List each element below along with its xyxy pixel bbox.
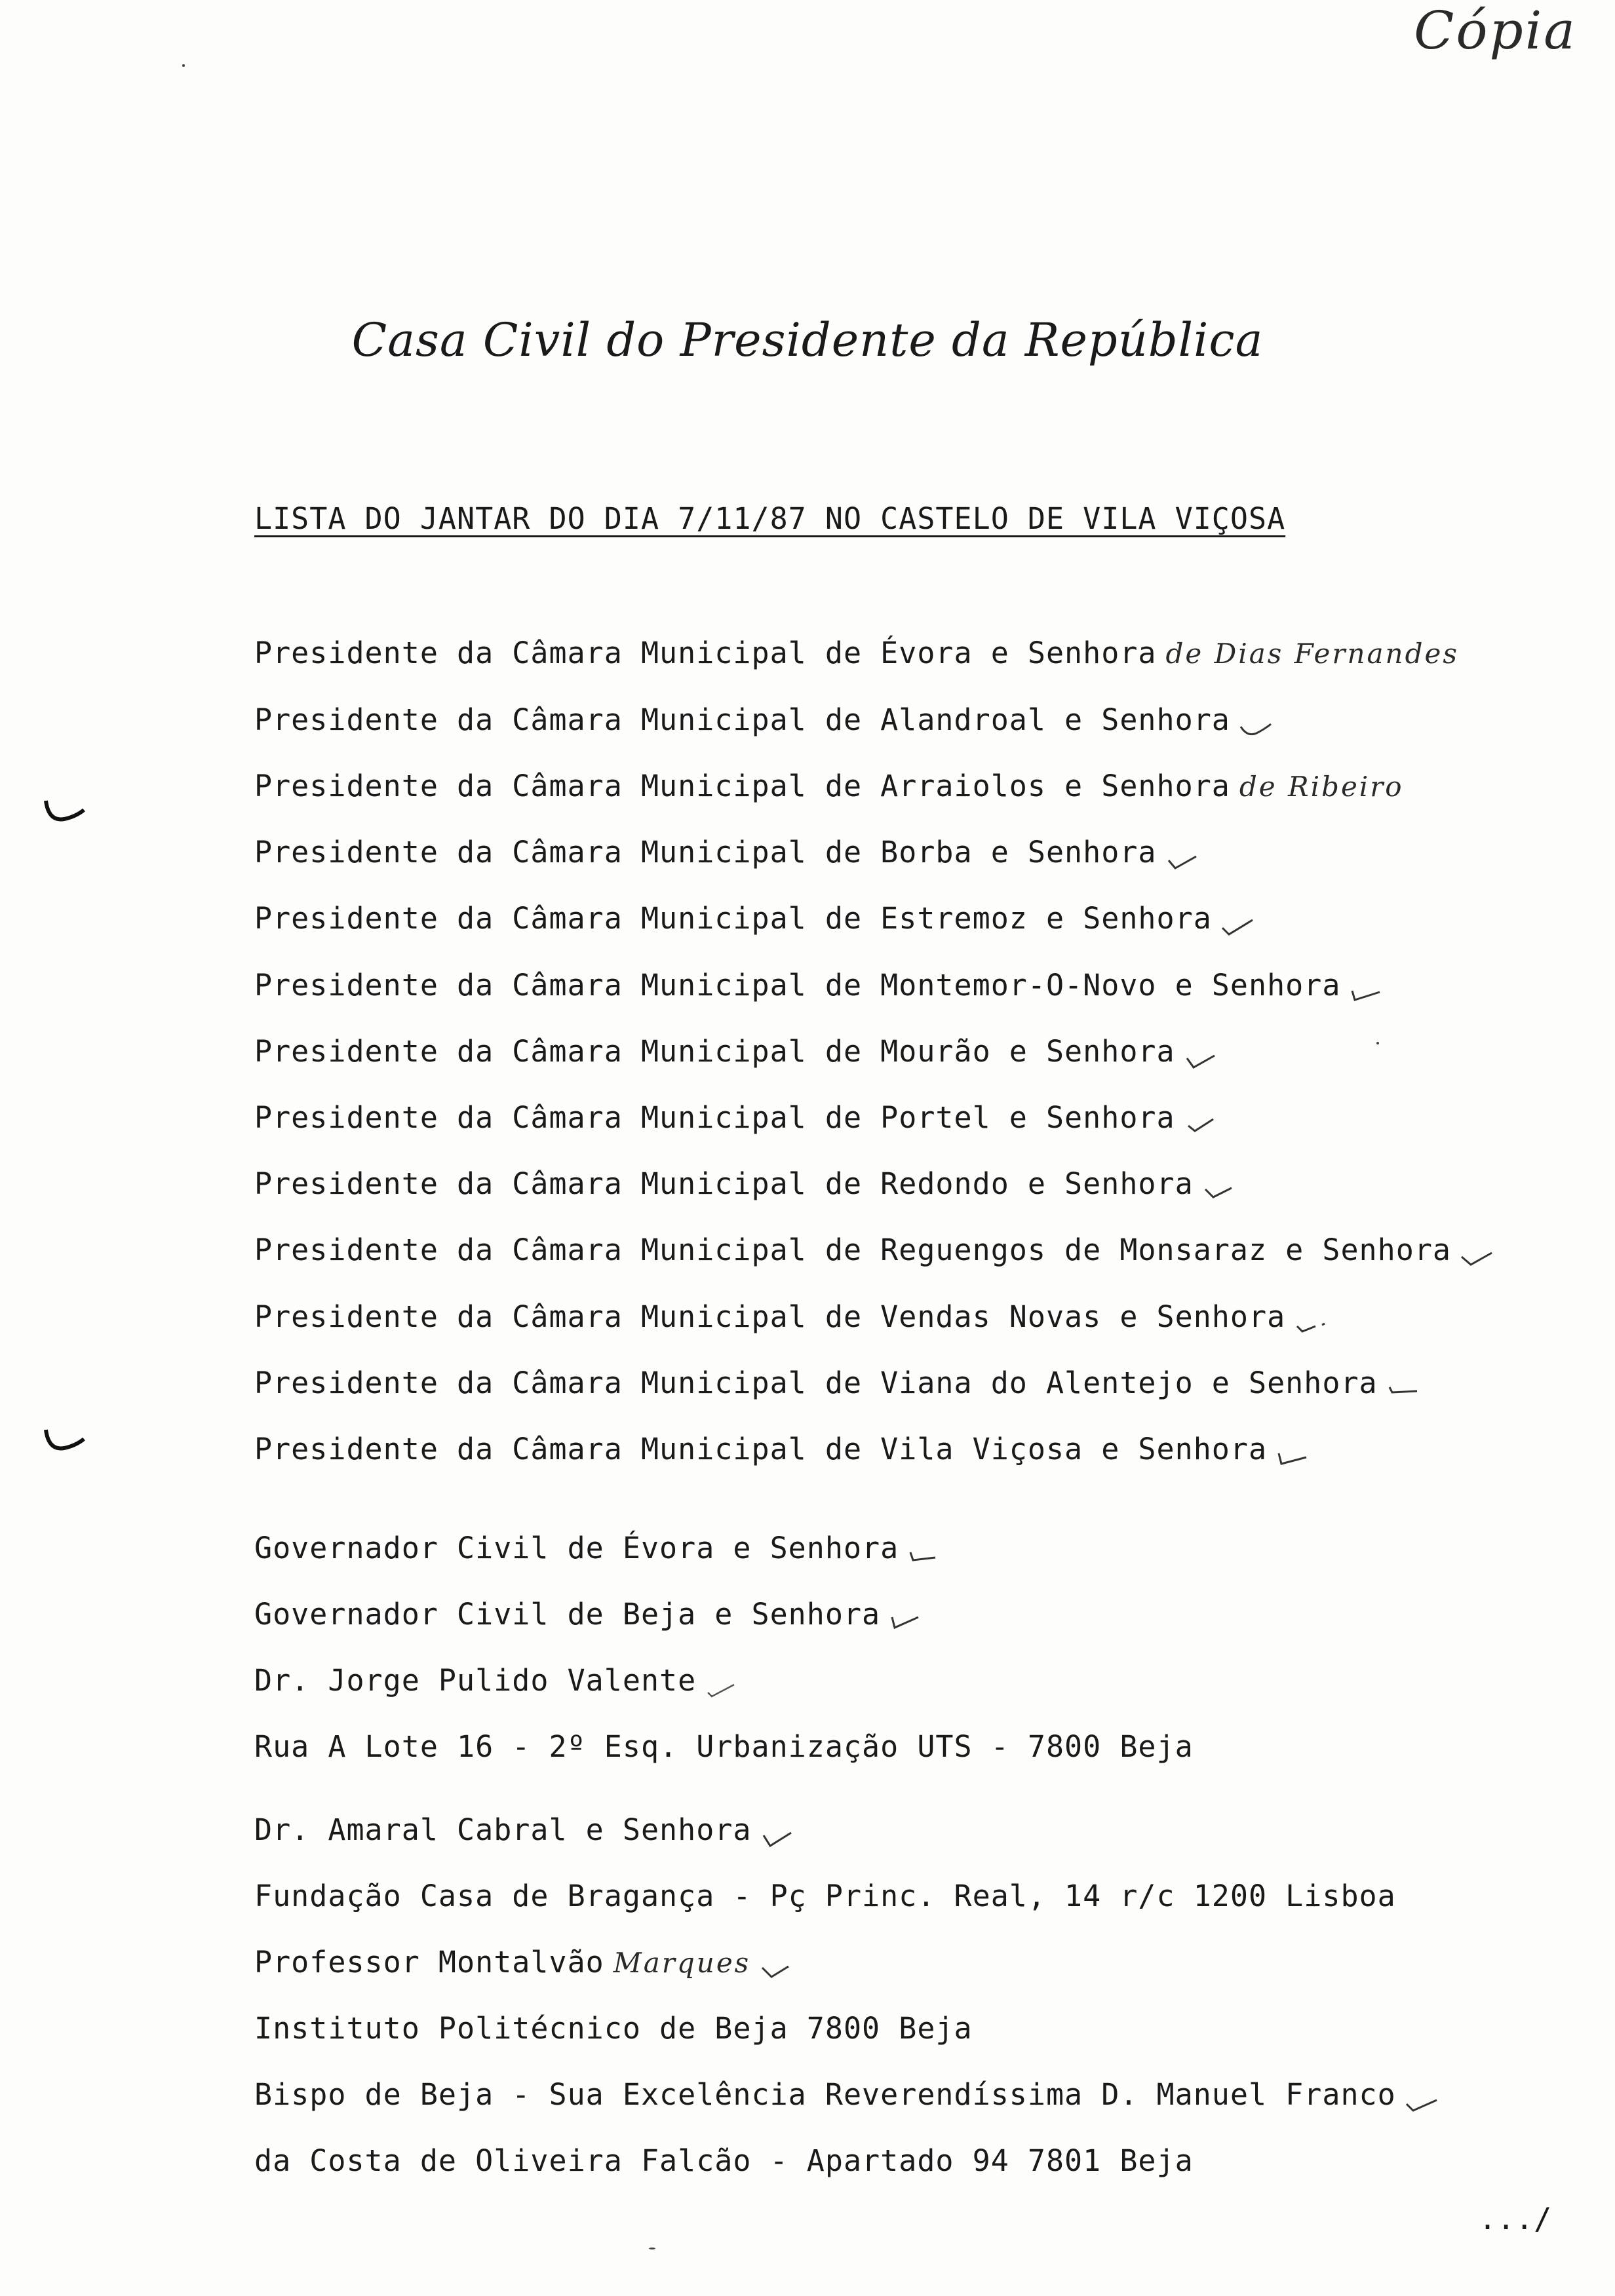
guest-text: Presidente da Câmara Municipal de Vendas Novas e Senhora xyxy=(254,1299,1286,1334)
guest-text: Presidente da Câmara Municipal de Mourão e Senhora xyxy=(254,1034,1175,1069)
address-text: Fundação Casa de Bragança - Pç Princ. Real, 14 r/c 1200 Lisboa xyxy=(254,1879,1396,1913)
check-mark-icon xyxy=(704,1673,738,1693)
check-mark-icon xyxy=(1293,1309,1327,1329)
check-mark-icon xyxy=(758,1955,792,1974)
paper-speck xyxy=(649,2248,655,2249)
check-mark-icon xyxy=(1201,1176,1236,1196)
check-mark-icon xyxy=(1348,978,1382,997)
guest-text: Presidente da Câmara Municipal de Estremoz e Senhora xyxy=(254,901,1212,936)
guest-line-arraiolos xyxy=(254,769,1404,803)
guest-line-borba xyxy=(254,835,1199,870)
guest-text: Presidente da Câmara Municipal de Arraiolos e Senhora xyxy=(254,769,1230,803)
letterhead: Casa Civil do Presidente da República xyxy=(351,313,1264,367)
guest-text: Presidente da Câmara Municipal de Montemor-O-Novo e Senhora xyxy=(254,968,1341,1003)
guest-text: Dr. Jorge Pulido Valente xyxy=(254,1663,697,1698)
guest-text: Governador Civil de Évora e Senhora xyxy=(254,1531,899,1565)
check-mark-icon xyxy=(888,1607,922,1626)
guest-text: da Costa de Oliveira Falcão - Apartado 94 7801 Beja xyxy=(254,2143,1194,2178)
guest-line-bispo-cont xyxy=(254,2143,1194,2178)
guest-line-amaral-cabral xyxy=(254,1812,794,1847)
guest-line-viana xyxy=(254,1366,1420,1400)
guest-line-governador-evora xyxy=(254,1531,941,1565)
address-line-instituto xyxy=(254,2011,973,2046)
guest-line-governador-beja xyxy=(254,1597,922,1632)
document-title: LISTA DO JANTAR DO DIA 7/11/87 NO CASTELO DE VILA VIÇOSA xyxy=(254,501,1286,536)
guest-line-montalvao xyxy=(254,1945,792,1980)
check-mark-icon xyxy=(1220,911,1254,930)
guest-line-portel xyxy=(254,1100,1217,1135)
guest-line-reguengos xyxy=(254,1233,1493,1267)
check-mark-icon xyxy=(1404,2087,1438,2107)
check-mark-icon xyxy=(1183,1044,1217,1063)
guest-text: Governador Civil de Beja e Senhora xyxy=(254,1597,881,1632)
guest-text: Presidente da Câmara Municipal de Évora e Senhora xyxy=(254,636,1157,670)
address-line-pulido-valente xyxy=(254,1729,1194,1764)
guest-text: Presidente da Câmara Municipal de Redondo e Senhora xyxy=(254,1166,1194,1201)
guest-line-bispo xyxy=(254,2077,1438,2112)
guest-line-montemor xyxy=(254,968,1382,1003)
check-mark-icon xyxy=(760,1822,794,1842)
check-mark-icon xyxy=(1165,845,1199,864)
guest-line-vila-vicosa xyxy=(254,1432,1309,1466)
guest-line-estremoz xyxy=(254,901,1254,936)
guest-text: Presidente da Câmara Municipal de Reguengos de Monsaraz e Senhora xyxy=(254,1233,1451,1267)
margin-mark-icon xyxy=(42,798,88,824)
paper-speck xyxy=(1376,1042,1379,1044)
address-line-fundacao xyxy=(254,1879,1396,1913)
guest-text: Presidente da Câmara Municipal de Borba e Senhora xyxy=(254,835,1157,870)
guest-line-redondo xyxy=(254,1166,1236,1201)
check-mark-icon xyxy=(1238,712,1272,732)
guest-text: Dr. Amaral Cabral e Senhora xyxy=(254,1812,752,1847)
guest-text: Presidente da Câmara Municipal de Vila Viçosa e Senhora xyxy=(254,1432,1268,1466)
handwritten-note: Marques xyxy=(613,1947,751,1979)
margin-mark-icon xyxy=(42,1427,88,1453)
guest-text: Professor Montalvão xyxy=(254,1945,604,1980)
guest-line-alandroal xyxy=(254,702,1272,737)
handwritten-note: de Ribeiro xyxy=(1239,771,1404,803)
guest-line-evora xyxy=(254,636,1459,670)
guest-text: Bispo de Beja - Sua Excelência Reverendíssima D. Manuel Franco xyxy=(254,2077,1396,2112)
check-mark-icon xyxy=(1459,1242,1493,1262)
guest-text: Presidente da Câmara Municipal de Alandroal e Senhora xyxy=(254,702,1230,737)
guest-text: Presidente da Câmara Municipal de Portel e Senhora xyxy=(254,1100,1175,1135)
guest-text: Presidente da Câmara Municipal de Viana do Alentejo e Senhora xyxy=(254,1366,1378,1400)
continued-mark: .../ xyxy=(1479,2202,1553,2236)
address-text: Rua A Lote 16 - 2º Esq. Urbanização UTS - 7800 Beja xyxy=(254,1729,1194,1764)
check-mark-icon xyxy=(1386,1375,1420,1395)
corner-handwritten-note: Cópia xyxy=(1414,0,1577,61)
check-mark-icon xyxy=(906,1540,941,1560)
check-mark-icon xyxy=(1183,1110,1217,1130)
paper-speck xyxy=(182,64,185,67)
guest-line-vendas-novas xyxy=(254,1299,1327,1334)
check-mark-icon xyxy=(1275,1442,1309,1461)
guest-line-pulido-valente xyxy=(254,1663,738,1698)
handwritten-note: de Dias Fernandes xyxy=(1165,638,1459,670)
guest-line-mourao xyxy=(254,1034,1217,1069)
address-text: Instituto Politécnico de Beja 7800 Beja xyxy=(254,2011,973,2046)
